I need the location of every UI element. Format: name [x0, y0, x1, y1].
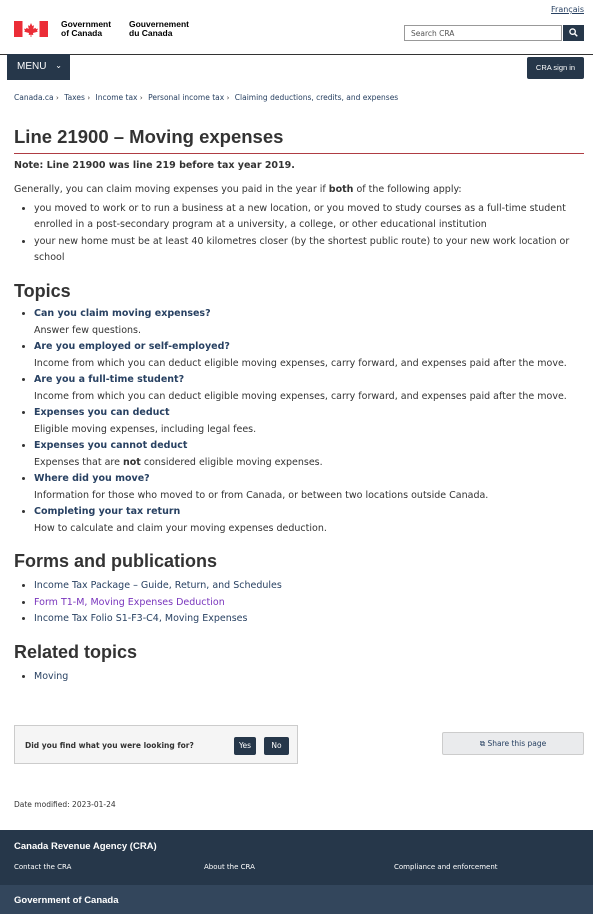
list-item — [34, 578, 584, 595]
feedback-yes-button[interactable]: Yes — [234, 737, 256, 755]
language-toggle-link[interactable]: Français — [551, 5, 584, 14]
topic-link-cannot-deduct[interactable]: Expenses you cannot deduct — [34, 440, 188, 451]
page-title: Line 21900 – Moving expenses — [14, 126, 584, 154]
date-modified: Date modified: 2023-01-24 — [14, 800, 116, 809]
intro-text — [14, 184, 584, 195]
topic-description: Answer few questions. — [34, 324, 142, 336]
topic-item — [34, 504, 584, 537]
list-item: • your new home must be at least 40 kilometres closer (by the shortest public route) to your new work location or school — [34, 234, 584, 266]
breadcrumb-personal-income-tax[interactable]: Personal income tax — [148, 93, 225, 102]
breadcrumb-taxes[interactable]: Taxes — [64, 93, 85, 102]
list-item — [34, 611, 584, 628]
topic-item — [34, 405, 584, 438]
list-item: • you moved to work or to run a business at a new location, or you moved to study courses as a full-time student enrolled in a post-secondary program at a university, a college, or other educational institution — [34, 201, 584, 233]
topic-link-where-move[interactable]: Where did you move? — [34, 473, 150, 484]
form-link-folio[interactable]: Income Tax Folio S1-F3-C4, Moving Expenses — [34, 613, 248, 624]
breadcrumb — [14, 93, 398, 102]
topic-description: Income from which you can deduct eligible moving expenses, carry forward, and expenses paid after the move. — [34, 357, 567, 369]
related-link-moving[interactable]: Moving — [34, 670, 69, 682]
forms-list — [14, 578, 584, 628]
footer-link-compliance[interactable]: Compliance and enforcement — [394, 863, 498, 871]
signature-en-line2: of Canada — [61, 28, 103, 38]
topic-item — [34, 471, 584, 504]
topic-link-can-deduct[interactable]: Expenses you can deduct — [34, 407, 170, 418]
cra-sign-in-button[interactable]: CRA sign in — [527, 57, 584, 79]
chevron-down-icon: ⌄ — [55, 61, 62, 70]
intro-text-end: of the following apply: — [353, 184, 462, 195]
topic-description: How to calculate and claim your moving expenses deduction. — [34, 522, 327, 534]
cra-footer — [0, 830, 593, 885]
breadcrumb-claiming-deductions[interactable]: Claiming deductions, credits, and expenses — [234, 93, 399, 102]
line-note: Note: Line 21900 was line 219 before tax year 2019. — [14, 160, 295, 171]
canada-flag-icon — [14, 21, 48, 37]
chevron-right-icon: › — [87, 94, 91, 102]
search-icon — [569, 28, 578, 37]
government-signature-en[interactable] — [61, 20, 111, 38]
topic-description-end: considered eligible moving expenses. — [140, 456, 323, 468]
intro-emphasis: both — [328, 184, 354, 195]
related-heading: Related topics — [14, 641, 138, 662]
topic-description: Income from which you can deduct eligible moving expenses, carry forward, and expenses paid after the move. — [34, 390, 567, 402]
forms-heading: Forms and publications — [14, 551, 218, 571]
footer-agency-title: Canada Revenue Agency (CRA) — [14, 841, 157, 852]
share-label: Share this page — [487, 739, 547, 748]
government-signature-fr[interactable] — [129, 20, 189, 38]
topic-link-completing-return[interactable]: Completing your tax return — [34, 506, 181, 517]
form-link-income-tax-package[interactable]: Income Tax Package – Guide, Return, and Schedules — [34, 580, 282, 591]
chevron-right-icon: › — [226, 94, 230, 102]
share-page-button[interactable] — [442, 732, 584, 755]
search-button[interactable] — [563, 25, 584, 41]
topic-description-start: Expenses that are — [34, 456, 123, 468]
search-input[interactable]: Search CRA — [404, 25, 562, 41]
chevron-right-icon: › — [139, 94, 143, 102]
topic-item — [34, 372, 584, 405]
signature-en-line1: Government — [61, 19, 112, 29]
topics-list — [14, 306, 584, 537]
share-icon: ⧉ — [479, 739, 486, 748]
topic-link-student[interactable]: Are you a full-time student? — [34, 374, 185, 385]
chevron-right-icon: › — [56, 94, 59, 102]
footer-link-contact[interactable]: Contact the CRA — [14, 863, 72, 871]
topic-item — [34, 339, 584, 372]
intro-text-start: Generally, you can claim moving expenses you paid in the year if — [14, 184, 329, 195]
feedback-question: Did you find what you were looking for? — [25, 741, 194, 750]
topic-item — [34, 438, 584, 471]
breadcrumb-income-tax[interactable]: Income tax — [95, 93, 138, 102]
topics-heading: Topics — [14, 281, 71, 301]
signature-fr-line2: du Canada — [129, 28, 173, 38]
topic-link-employed[interactable]: Are you employed or self-employed? — [34, 341, 230, 352]
conditions-list — [14, 201, 584, 266]
form-link-t1m[interactable]: Form T1-M, Moving Expenses Deduction — [34, 596, 225, 608]
list-item — [34, 595, 584, 612]
government-footer — [0, 885, 593, 914]
signature-fr-line1: Gouvernement — [129, 19, 189, 29]
topic-description — [34, 457, 323, 468]
feedback-box — [14, 725, 298, 764]
related-list — [14, 669, 584, 686]
feedback-no-button[interactable]: No — [264, 737, 289, 755]
topic-description-emphasis: not — [122, 456, 141, 468]
footer-government-title: Government of Canada — [14, 895, 119, 906]
topic-description: Eligible moving expenses, including legal fees. — [34, 423, 257, 435]
topic-link-can-you-claim[interactable]: Can you claim moving expenses? — [34, 308, 211, 319]
breadcrumb-canada[interactable]: Canada.ca — [14, 93, 54, 102]
list-item — [34, 669, 584, 686]
topic-description: Information for those who moved to or from Canada, or between two locations outside Canada. — [34, 489, 489, 501]
topic-item — [34, 306, 584, 339]
menu-label: MENU — [17, 61, 47, 72]
footer-link-about[interactable]: About the CRA — [204, 863, 255, 871]
main-content — [14, 126, 584, 685]
site-header — [0, 0, 593, 55]
menu-button[interactable] — [7, 54, 70, 80]
